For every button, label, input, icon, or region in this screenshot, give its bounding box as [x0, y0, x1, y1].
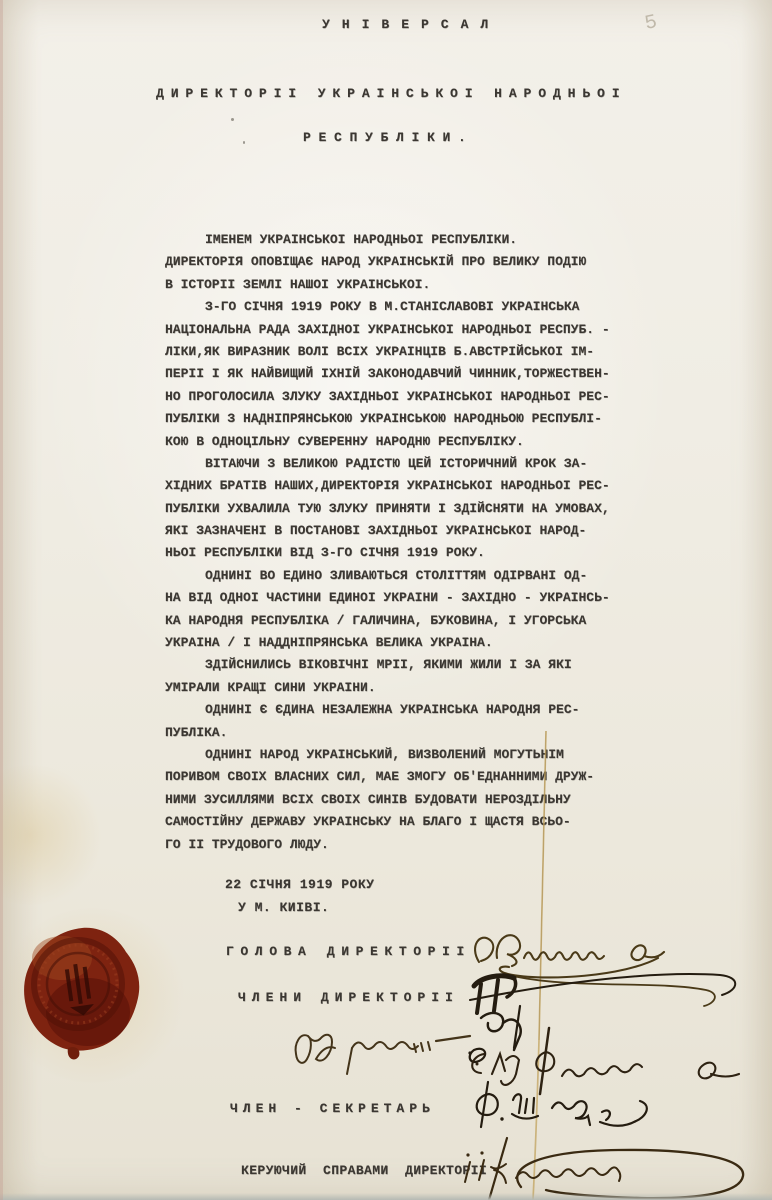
body-paragraph [165, 654, 610, 699]
body-line: САМОСТІЙНУ ДЕРЖАВУ УКРАІНСЬКУ НА БЛАГО І ЩАСТЯ ВСЬО- [165, 814, 571, 830]
body-line: ЗДІЙСНИЛИСЬ ВІКОВІЧНІ МРІІ, ЯКИМИ ЖИЛИ І ЗА ЯКІ [205, 657, 572, 673]
body-line: КОЮ В ОДНОЦІЛЬНУ СУВЕРЕННУ НАРОДНЮ РЕСПУБЛІКУ. [165, 433, 524, 449]
body-line: НИМИ ЗУСИЛЛЯМИ ВСІХ СВОІХ СИНІВ БУДОВАТИ НЕРОЗДІЛЬНУ [165, 791, 571, 807]
signature-shvets [477, 1082, 647, 1127]
document-body [165, 229, 610, 856]
body-line: ЛІКИ,ЯК ВИРАЗНИК ВОЛІ ВСІХ УКРАІНЦІВ Б.АВСТРІЙСЬКОІ ІМ- [165, 343, 595, 359]
body-line: НАЦІОНАЛЬНА РАДА ЗАХІДНОІ УКРАІНСЬКОІ НАРОДНЬОІ РЕСПУБ. - [165, 321, 610, 337]
body-line: ПОРИВОМ СВОІХ ВЛАСНИХ СИЛ, МАЕ ЗМОГУ ОБ'ЕДНАННИМИ ДРУЖ- [165, 769, 595, 785]
body-line: ПУБЛІКА. [165, 724, 228, 740]
body-line: НА ВІД ОДНОІ ЧАСТИНИ ЕДИНОІ УКРАІНИ - ЗАХІДНО - УКРАІНСЬ- [165, 590, 610, 606]
body-line: КА НАРОДНЯ РЕСПУБЛІКА / ГАЛИЧИНА, БУКОВИНА, І УГОРСЬКА [165, 612, 587, 628]
body-line: УКРАІНА / І НАДДНІПРЯНСЬКА ВЕЛИКА УКРАІНА. [165, 635, 493, 651]
dateline-place: У М. КИІВІ. [238, 900, 330, 915]
body-line: В ІСТОРІІ ЗЕМЛІ НАШОІ УКРАІНСЬКОІ. [165, 276, 431, 292]
body-line: ДИРЕКТОРІЯ ОПОВІЩАЄ НАРОД УКРАІНСЬКІЙ ПРО ВЕЛИКУ ПОДІЮ [165, 254, 587, 270]
scan-bottom-edge [0, 1193, 772, 1200]
body-paragraph [165, 744, 610, 856]
trident-emblem [64, 962, 95, 1017]
body-line: ОДНИНІ Є ЄДИНА НЕЗАЛЕЖНА УКРАІНСЬКА НАРОДНЯ РЕС- [205, 702, 580, 718]
body-line: ПУБЛІКИ З НАДНІПРЯНСЬКОЮ УКРАІНСЬКОЮ НАРОДНЬОЮ РЕСПУБЛІ- [165, 411, 602, 427]
body-line: ЯКІ ЗАЗНАЧЕНІ В ПОСТАНОВІ ЗАХІДНЬОІ УКРАІНСЬКОІ НАРОД- [165, 523, 587, 539]
seal-halo-stain [0, 908, 185, 1083]
body-paragraph [165, 565, 610, 655]
body-line: ОДНИНІ НАРОД УКРАІНСЬКИЙ, ВИЗВОЛЕНИЙ МОГУТЬНІМ [205, 746, 564, 762]
signature-kraskovskyi [465, 1138, 743, 1200]
signature-label-chlen-sekretar: ЧЛЕН - СЕКРЕТАРЬ [230, 1101, 435, 1116]
wax-seal [24, 928, 139, 1060]
title-line-2: ДИРЕКТОРІІ УКРАІНСЬКОІ НАРОДНЬОІ [156, 86, 627, 101]
dateline-date: 22 СІЧНЯ 1919 РОКУ [225, 877, 375, 892]
signature-andriievskyi [296, 1035, 470, 1074]
body-line: З-ГО СІЧНЯ 1919 РОКУ В М.СТАНІСЛАВОВІ УКРАІНСЬКА [205, 299, 580, 315]
title-line-1: УНІВЕРСАЛ [322, 17, 501, 32]
body-line: ІМЕНЕМ УКРАІНСЬКОІ НАРОДНЬОІ РЕСПУБЛІКИ. [205, 232, 518, 247]
scan-left-edge [0, 0, 3, 1200]
signature-label-chleny: ЧЛЕНИ ДИРЕКТОРІІ [238, 990, 459, 1005]
signature-petliura [468, 974, 735, 1062]
signature-makarenko [472, 1028, 739, 1094]
body-line: УМІРАЛИ КРАЩІ СИНИ УКРАІНИ. [165, 679, 376, 695]
signature-vynnychenko [475, 935, 715, 1006]
page-number-annotation: 5 [642, 11, 660, 36]
body-paragraph [165, 229, 610, 296]
body-paragraph [165, 699, 610, 744]
signature-label-keruyuchyi: КЕРУЮЧИЙ СПРАВАМИ ДИРЕКТОРІІ [241, 1163, 488, 1178]
paper-speck [243, 141, 245, 144]
paper-speck [231, 118, 234, 121]
body-line: НЬОІ РЕСПУБЛІКИ ВІД З-ГО СІЧНЯ 1919 РОКУ. [165, 545, 485, 561]
body-line: ОДНИНІ ВО ЕДИНО ЗЛИВАЮТЬСЯ СТОЛІТТЯМ ОДІРВАНІ ОД- [205, 567, 588, 583]
body-paragraph [165, 296, 610, 453]
body-line: ВІТАЮЧИ З ВЕЛИКОЮ РАДІСТЮ ЦЕЙ ІСТОРИЧНИЙ КРОК ЗА- [205, 455, 588, 471]
body-paragraph [165, 453, 610, 565]
body-line: ГО ІІ ТРУДОВОГО ЛЮДУ. [165, 836, 329, 852]
body-line: НО ПРОГОЛОСИЛА ЗЛУКУ ЗАХІДНЬОІ УКРАІНСЬКОІ НАРОДНЬОІ РЕС- [165, 388, 610, 404]
body-line: ПЕРІІ І ЯК НАЙВИЩИЙ ІХНІЙ ЗАКОНОДАВЧИЙ ЧИННИК,ТОРЖЕСТВЕН- [165, 366, 610, 382]
body-line: ХІДНИХ БРАТІВ НАШИХ,ДИРЕКТОРІЯ УКРАІНСЬКОІ НАРОДНЬОІ РЕС- [165, 478, 610, 494]
paper-stain [0, 765, 105, 905]
title-line-3: РЕСПУБЛІКИ. [303, 130, 474, 145]
signature-label-holova: ГОЛОВА ДИРЕКТОРІІ [226, 944, 471, 959]
body-line: ПУБЛІКИ УХВАЛИЛА ТУЮ ЗЛУКУ ПРИНЯТИ І ЗДІЙСНЯТИ НА УМОВАХ, [165, 500, 610, 516]
